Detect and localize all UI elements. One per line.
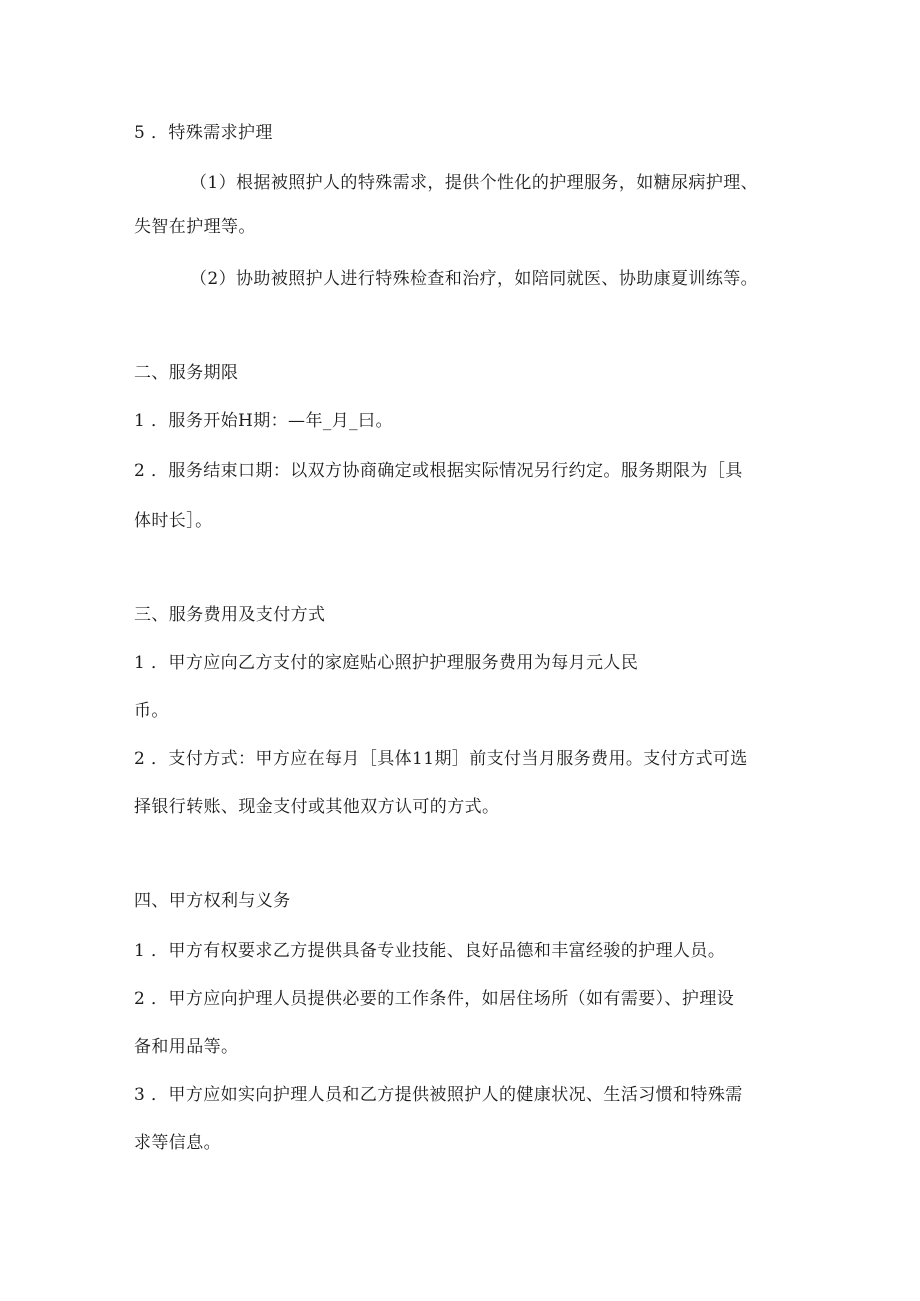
section-5-paragraph-1-line-1: （1）根据被照护人的特殊需求，提供个性化的护理服务，如糖尿病护理、	[190, 173, 759, 193]
service-term-item-2-line-1: 2 ．服务结束口期：以双方协商确定或根据实际情况另行约定。服务期限为［具	[134, 461, 743, 481]
service-term-item-2-line-2: 体时长］。	[134, 511, 213, 531]
service-fee-item-2-line-1: 2 ．支付方式：甲方应在每月［具体11期］前支付当月服务费用。支付方式可选	[134, 749, 748, 769]
section-5-paragraph-1-line-2: 失智在护理等。	[134, 217, 256, 237]
party-a-rights-item-3-line-2: 求等信息。	[134, 1133, 221, 1153]
section-5-paragraph-2: （2）协助被照护人进行特殊检查和治疗，如陪同就医、协助康夏训练等。	[190, 269, 759, 289]
service-term-item-1: 1 ．服务开始H期：—年_月_曰。	[134, 411, 393, 431]
service-fee-item-1-line-2: 币。	[134, 701, 169, 721]
service-fee-item-1-line-1: 1 ．甲方应向乙方支付的家庭贴心照护护理服务费用为每月元人民	[134, 653, 639, 673]
party-a-rights-item-3-line-1: 3 ．甲方应如实向护理人员和乙方提供被照护人的健康状况、生活习惯和特殊需	[134, 1085, 743, 1105]
party-a-rights-item-2-line-2: 备和用品等。	[134, 1037, 239, 1057]
party-a-rights-heading: 四、甲方权利与义务	[134, 891, 291, 911]
party-a-rights-item-1: 1 ．甲方有权要求乙方提供具备专业技能、良好品德和丰富经骏的护理人员。	[134, 941, 726, 961]
party-a-rights-item-2-line-1: 2 ．甲方应向护理人员提供必要的工作条件，如居住场所（如有需要）、护理设	[134, 989, 735, 1009]
service-fee-heading: 三、服务费用及支付方式	[134, 605, 326, 625]
service-fee-item-2-line-2: 择银行转账、现金支付或其他双方认可的方式。	[134, 797, 500, 817]
service-term-heading: 二、服务期限	[134, 363, 239, 383]
section-5-heading: 5 ．特殊需求护理	[134, 123, 273, 143]
